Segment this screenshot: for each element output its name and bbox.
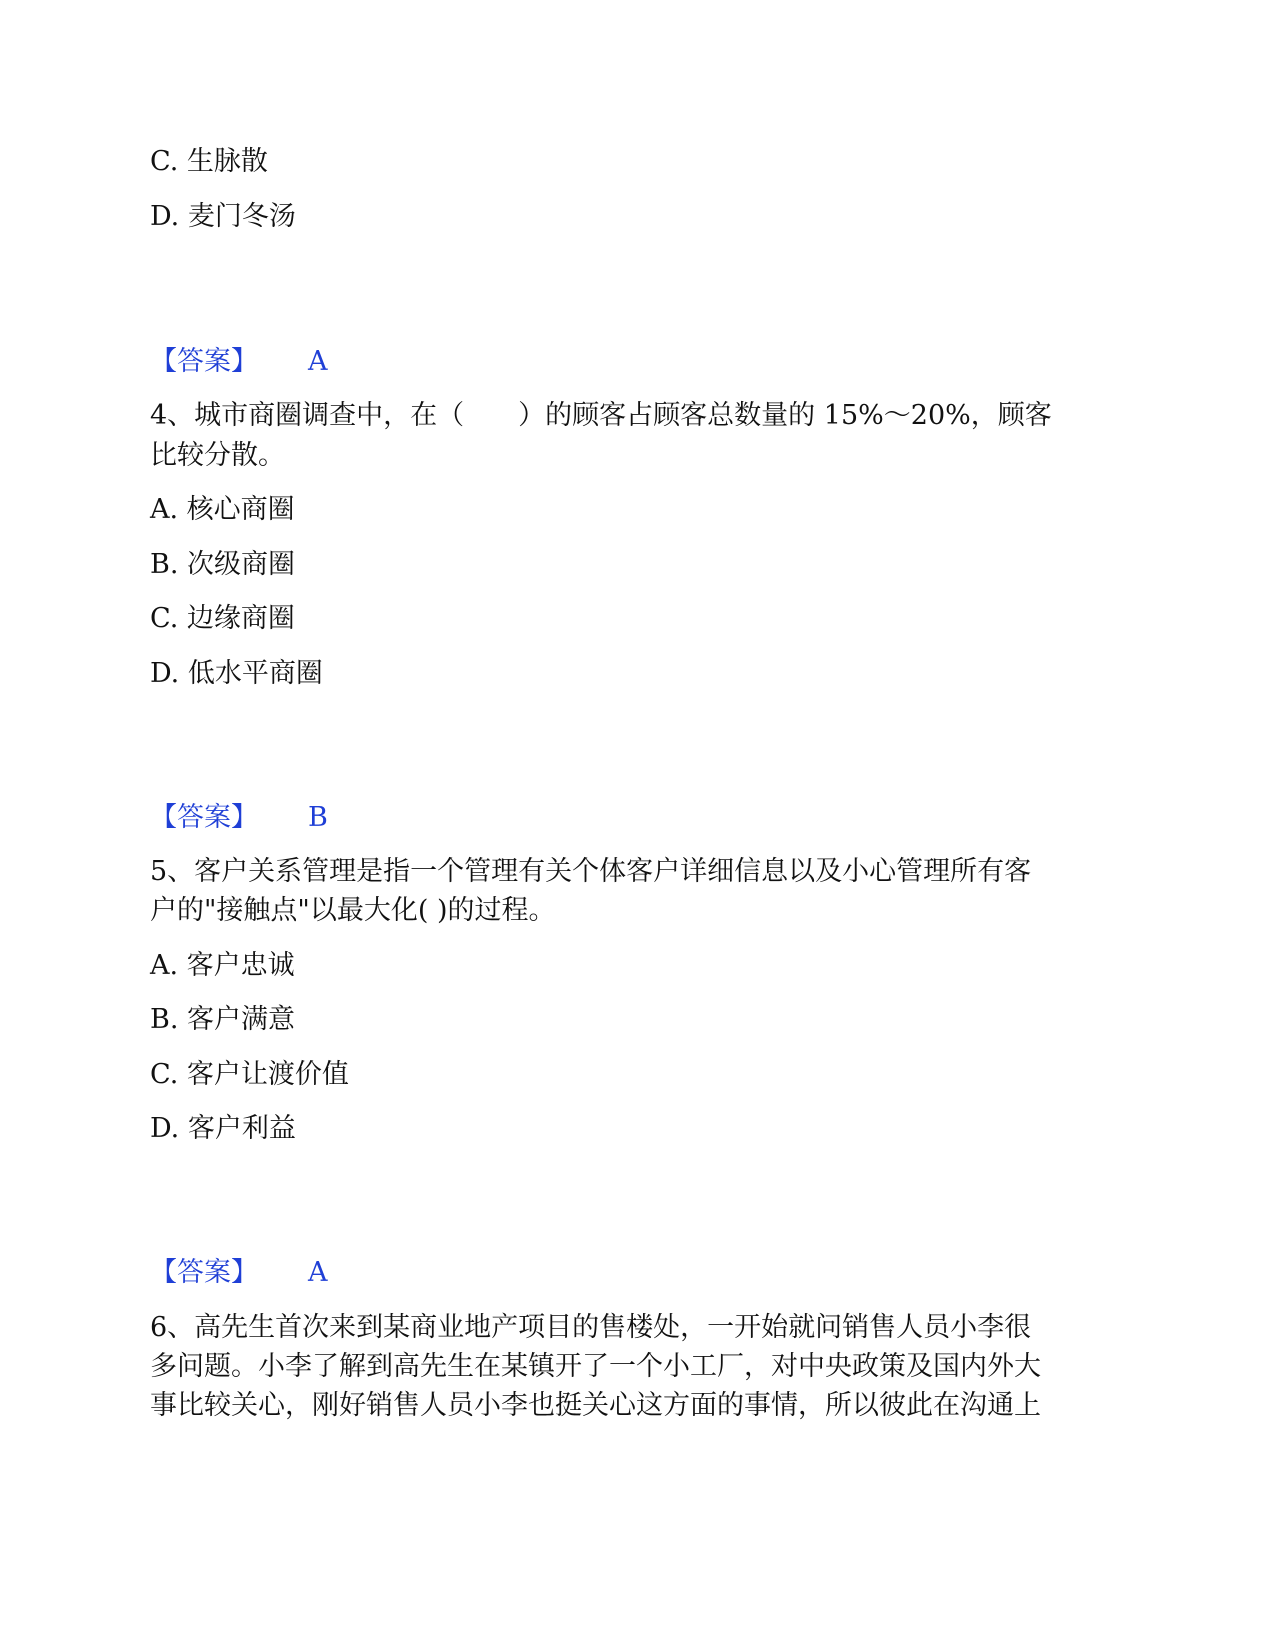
- q5-option-d: D. 客户利益: [150, 1113, 296, 1144]
- q6-stem-line-3: 事比较关心，刚好销售人员小李也挺关心这方面的事情，所以彼此在沟通上: [150, 1390, 1041, 1421]
- answer-label: 【答案】: [150, 802, 258, 833]
- q3-answer: [150, 346, 328, 378]
- q4-option-c: C. 边缘商圈: [150, 603, 295, 634]
- q5-stem-line-2: 户的"接触点"以最大化( )的过程。: [150, 895, 556, 926]
- answer-label: 【答案】: [150, 346, 258, 377]
- q5-answer: [150, 1257, 328, 1289]
- q4-option-b: B. 次级商圈: [150, 549, 296, 580]
- q5-option-c: C. 客户让渡价值: [150, 1059, 349, 1090]
- q3-option-d: D. 麦门冬汤: [150, 201, 296, 232]
- q3-option-c: C. 生脉散: [150, 146, 268, 177]
- answer-value: A: [308, 1257, 328, 1288]
- q4-answer: [150, 802, 328, 834]
- q4-option-d: D. 低水平商圈: [150, 658, 323, 689]
- answer-label: 【答案】: [150, 1257, 258, 1288]
- q4-stem-line-1: 4、城市商圈调查中，在（ ）的顾客占顾客总数量的 15%～20%，顾客: [150, 400, 1052, 431]
- q5-option-b: B. 客户满意: [150, 1004, 296, 1035]
- answer-value: A: [308, 346, 328, 377]
- q4-option-a: A. 核心商圈: [150, 494, 295, 525]
- q5-stem-line-1: 5、客户关系管理是指一个管理有关个体客户详细信息以及小心管理所有客: [150, 856, 1032, 887]
- q5-option-a: A. 客户忠诚: [150, 950, 295, 981]
- q6-stem-line-2: 多问题。小李了解到高先生在某镇开了一个小工厂，对中央政策及国内外大: [150, 1351, 1041, 1382]
- q4-stem-line-2: 比较分散。: [150, 440, 285, 471]
- answer-value: B: [308, 802, 328, 833]
- q6-stem-line-1: 6、高先生首次来到某商业地产项目的售楼处，一开始就问销售人员小李很: [150, 1312, 1032, 1343]
